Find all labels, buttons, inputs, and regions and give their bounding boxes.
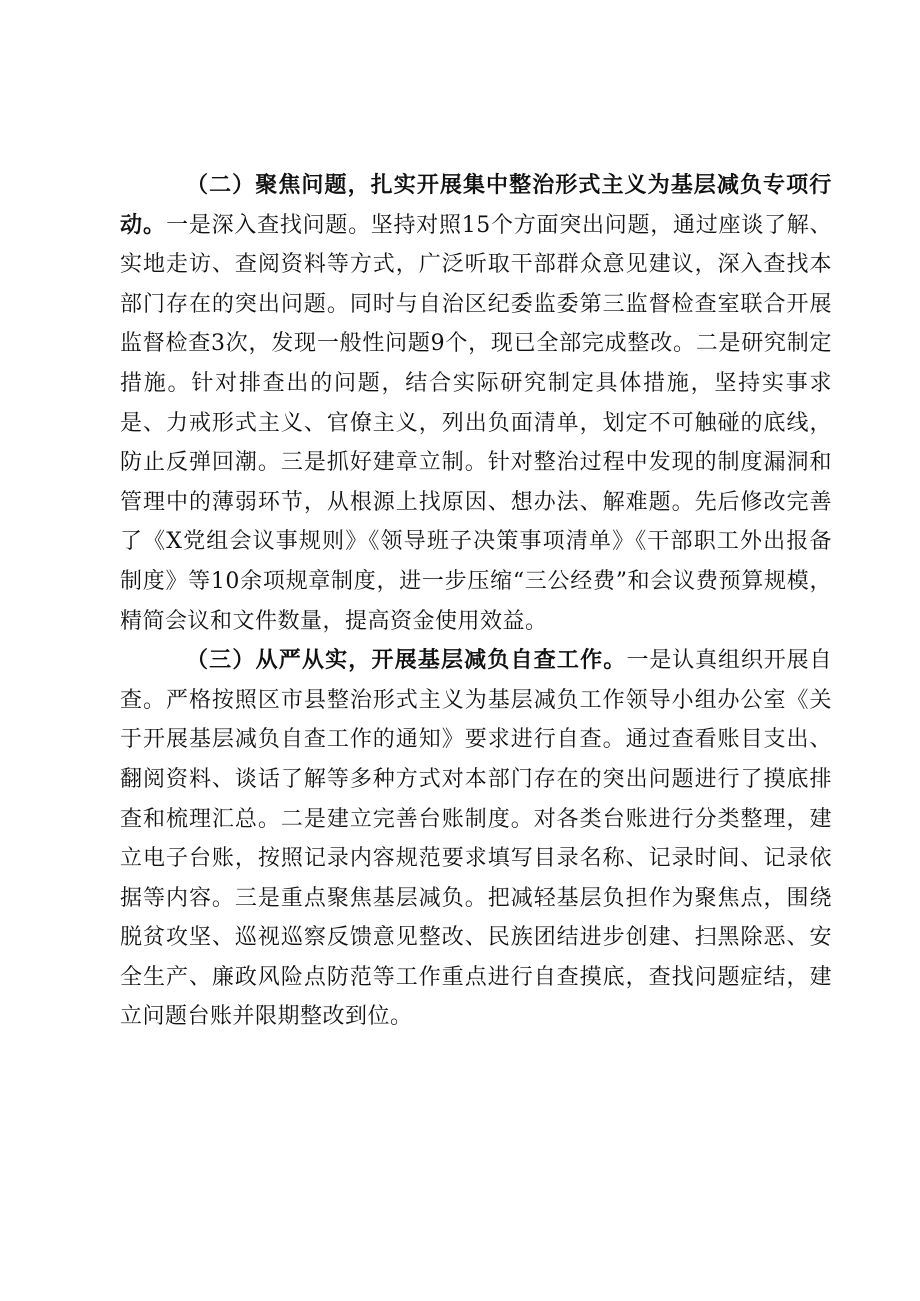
paragraph-two-body: 一是深入查找问题。坚持对照15个方面突出问题，通过座谈了解、实地走访、查阅资料等方式，广泛听取干部群众意见建议，深入查找本部门存在的突出问题。同时与自治区纪委监委第三监督检查室联合开展监督检查3次，发现一般性问题9个，现已全部完成整改。二是研究制定措施。针对排查出的问题，结合实际研究制定具体措施，坚持实事求是、力戒形式主义、官僚主义，列出负面清单，划定不可触碰的底线，防止反弹回潮。三是抓好建章立制。针对整治过程中发现的制度漏洞和管理中的薄弱环节，从根源上找原因、想办法、解难题。先后修改完善了《X党组会议事规则》《领导班子决策事项清单》《干部职工外出报备制度》等10余项规章制度，进一步压缩“三公经费”和会议费预算规模，精简会议和文件数量，提高资金使用效益。 — [120, 212, 832, 634]
document-page — [120, 166, 832, 1037]
paragraph-two — [120, 166, 832, 641]
paragraph-three-body: 一是认真组织开展自查。严格按照区市县整治形式主义为基层减负工作领导小组办公室《关于开展基层减负自查工作的通知》要求进行自查。通过查看账目支出、翻阅资料、谈话了解等多种方式对本部门存在的突出问题进行了摸底排查和梳理汇总。二是建立完善台账制度。对各类台账进行分类整理，建立电子台账，按照记录内容规范要求填写目录名称、记录时间、记录依据等内容。三是重点聚焦基层减负。把减轻基层负担作为聚焦点，围绕脱贫攻坚、巡视巡察反馈意见整改、民族团结进步创建、扫黑除恶、安全生产、廉政风险点防范等工作重点进行自查摸底，查找问题症结，建立问题台账并限期整改到位。 — [120, 648, 832, 1030]
paragraph-three — [120, 641, 832, 1037]
paragraph-two-heading: （二）聚焦问题，扎实开展集中整治形式主义为基层减负专项行动。 — [120, 173, 832, 238]
paragraph-three-heading: （三）从严从实，开展基层减负自查工作。 — [186, 648, 627, 674]
